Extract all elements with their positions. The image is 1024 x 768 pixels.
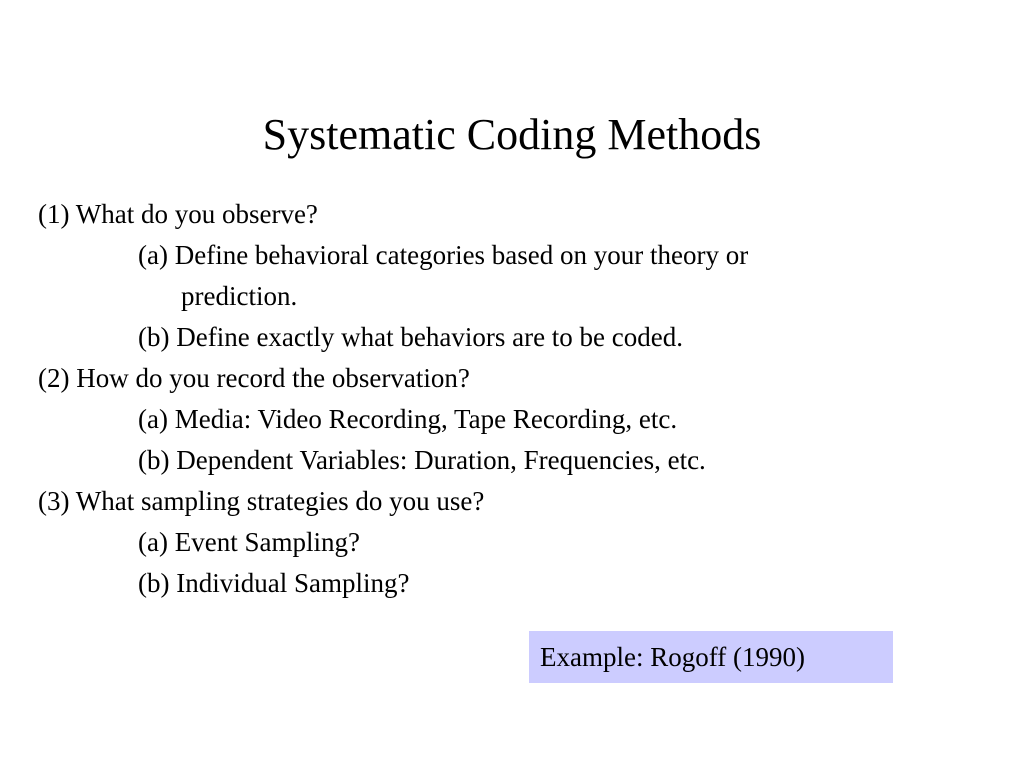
question-3: (3) What sampling strategies do you use? bbox=[38, 486, 485, 516]
question-2-a: (a) Media: Video Recording, Tape Recording, etc. bbox=[138, 404, 678, 434]
question-3-a: (a) Event Sampling? bbox=[138, 527, 360, 557]
question-1: (1) What do you observe? bbox=[38, 199, 318, 229]
question-1-a: (a) Define behavioral categories based on your theory or bbox=[138, 240, 749, 270]
example-callout: Example: Rogoff (1990) bbox=[529, 631, 893, 683]
question-1-b: (b) Define exactly what behaviors are to be coded. bbox=[138, 322, 684, 352]
question-1-a-continuation: prediction. bbox=[181, 281, 298, 311]
slide-body bbox=[38, 194, 998, 604]
question-2-b: (b) Dependent Variables: Duration, Frequencies, etc. bbox=[138, 445, 706, 475]
question-3-b: (b) Individual Sampling? bbox=[138, 568, 410, 598]
question-2: (2) How do you record the observation? bbox=[38, 363, 470, 393]
slide-title: Systematic Coding Methods bbox=[262, 110, 762, 159]
